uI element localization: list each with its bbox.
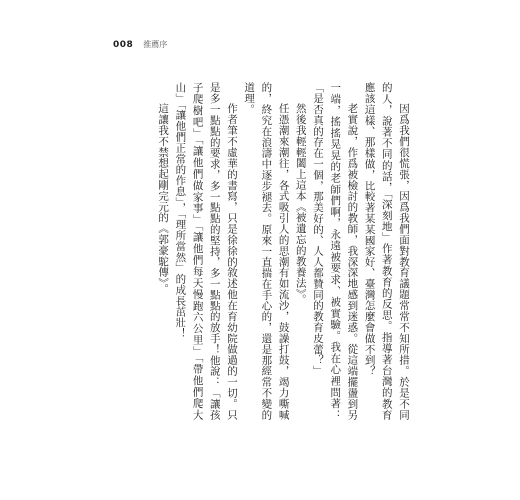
paragraph-4: 任憑潮來潮往，各式吸引人的思潮有如流沙，鼓譟打鼓，竭力嘶喊的，終究在浪濤中逐步褪去。原來一直揣在手心的，還是那經常不變的道理。 xyxy=(243,82,290,420)
page-number: 008 xyxy=(113,40,134,50)
paragraph-2: 老實說，作爲被檢討的教師，我深深地感到迷惑。從這端擺盪到另一端，搖搖晃晃的老師們啊，永遠被要求、被實驗。我在心裡問著：「是否真的存在一個，那美好的、人人都贊同的教育皮蕾？」 xyxy=(311,82,359,420)
paragraph-6: 這讓我不禁想起剛完元的《郭豪駝傳》。 xyxy=(157,103,170,294)
page-header xyxy=(113,39,167,50)
paragraph-3: 然後我輕輕闔上這本《被遺忘的教養法》。 xyxy=(294,103,307,305)
paragraph-5: 作者筆不虛華的書寫，只是徐徐的敘述他在育幼院做過的一切。只是多一點點的要求，多一點點的堅持，多一點點的放手！他說：「讓孩子爬樹吧」「讓他們做家事」「讓他們每天慢跑六公里」「帶他們爬大山」「讓他們正常的作息」，「理所當然」的成長茁壯！ xyxy=(174,82,238,420)
paragraph-1: 因爲我們很慌張，因爲我們面對教育議題常常不知所措。於是不同的人，說著不同的話，「深刻地」作著教育的反思。指導著台灣的教育應該這樣、那樣做，比較著某某國家好、臺灣怎麼會做不到？ xyxy=(363,82,410,420)
running-title: 推薦序 xyxy=(143,40,168,49)
vertical-body-text xyxy=(154,82,412,420)
